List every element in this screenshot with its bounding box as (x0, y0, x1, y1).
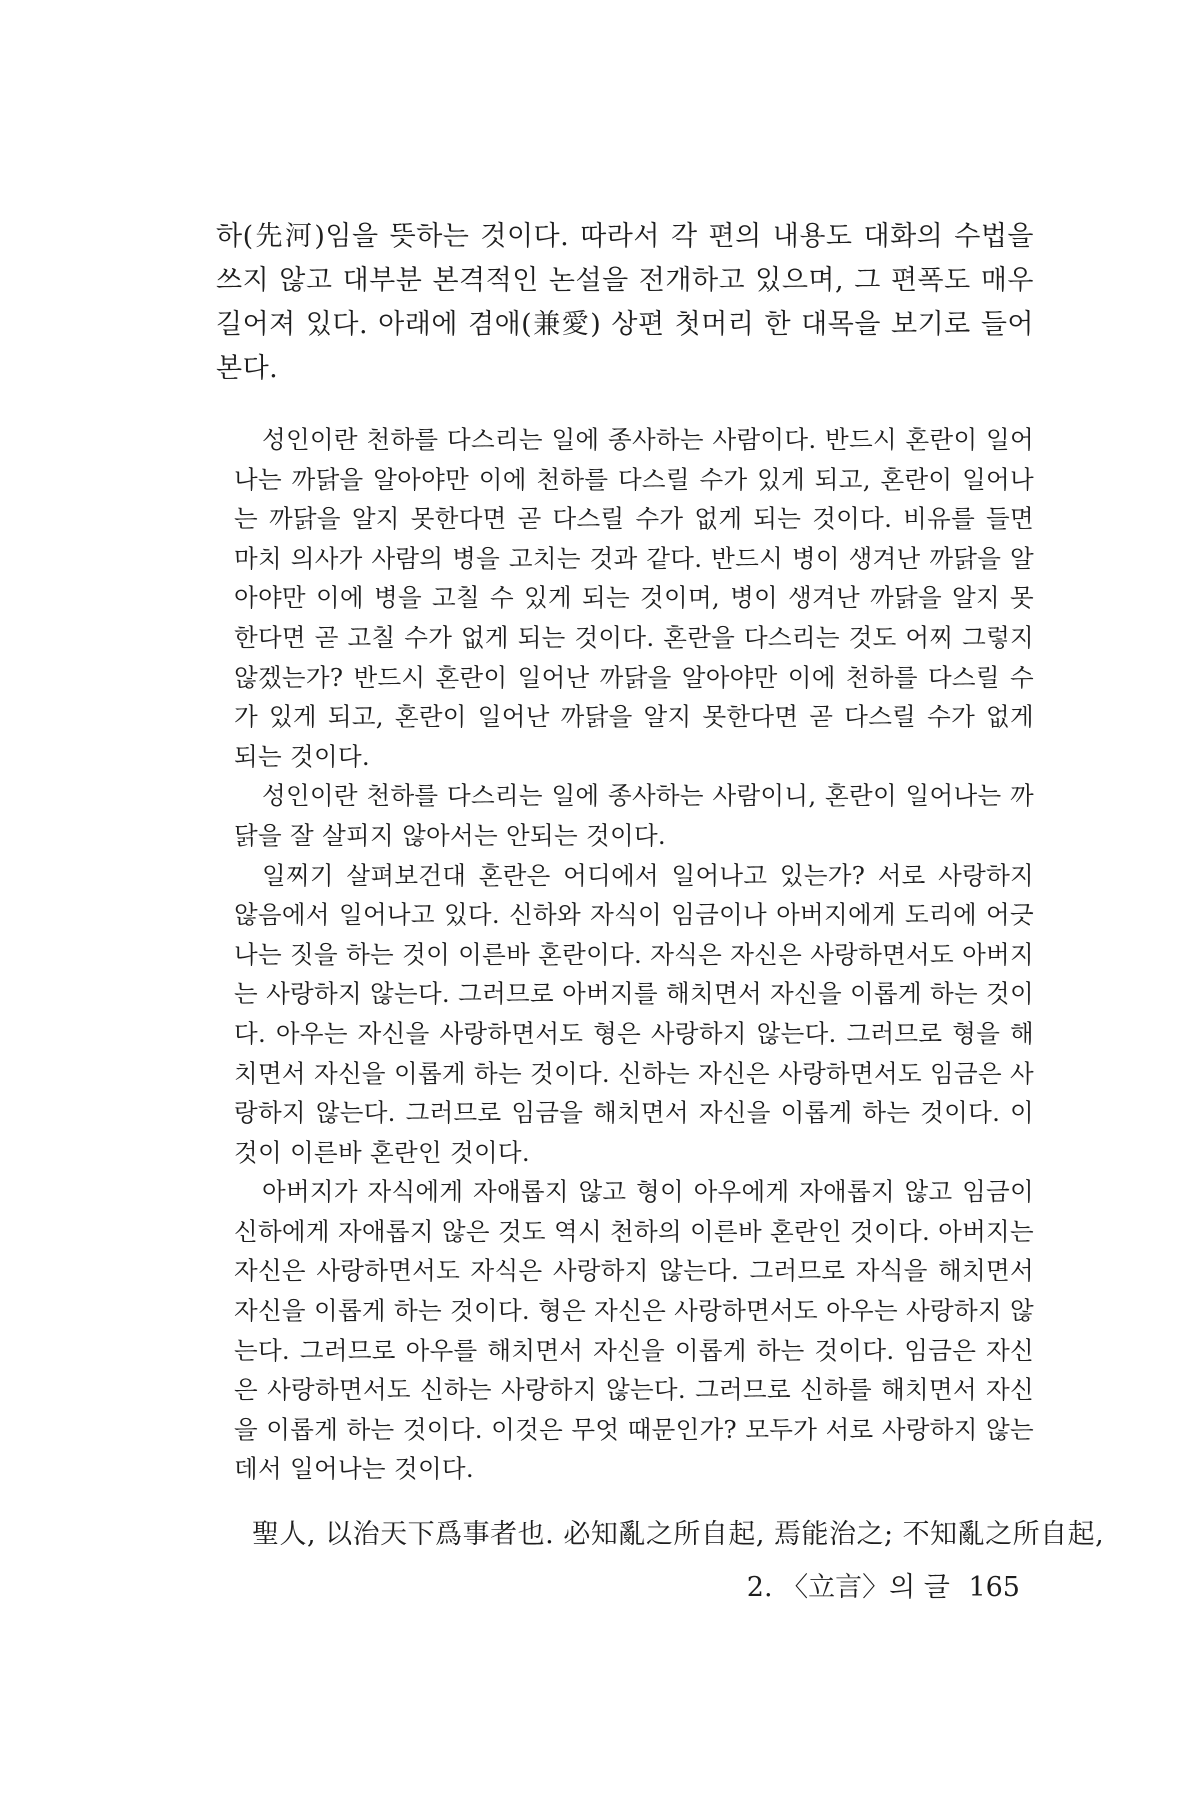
classical-chinese-text: 聖人, 以治天下爲事者也. 必知亂之所自起, 焉能治之; 不知亂之所自起, (252, 1519, 1105, 1550)
quote-paragraph-2: 성인이란 천하를 다스리는 일에 종사하는 사람이니, 혼란이 일어나는 까닭을 잘 살피지 않아서는 안되는 것이다. (234, 781, 1034, 850)
page-number: 165 (968, 1572, 1020, 1603)
quoted-passage (234, 420, 1034, 1489)
quote-paragraph-4: 아버지가 자식에게 자애롭지 않고 형이 아우에게 자애롭지 않고 임금이 신하에게 자애롭지 않은 것도 역시 천하의 이른바 혼란인 것이다. 아버지는 자신은 사랑하면서도 자식은 사랑하지 않는다. 그러므로 자식을 해치면서 자신을 이롭게 하는 것이다. 형은 자신은 사랑하면서도 아우는 사랑하지 않는다. 그러므로 아우를 해치면서 자신을 이롭게 하는 것이다. 임금은 자신은 사랑하면서도 신하는 사랑하지 않는다. 그러므로 신하를 해치면서 자신을 이롭게 하는 것이다. 이것은 무엇 때문인가? 모두가 서로 사랑하지 않는 데서 일어나는 것이다. (234, 1177, 1034, 1484)
quote-paragraph-1: 성인이란 천하를 다스리는 일에 종사하는 사람이다. 반드시 혼란이 일어나는 까닭을 알아야만 이에 천하를 다스릴 수가 있게 되고, 혼란이 일어나는 까닭을 알지 못한다면 곧 다스릴 수가 없게 되는 것이다. 비유를 들면 마치 의사가 사람의 병을 고치는 것과 같다. 반드시 병이 생겨난 까닭을 알아야만 이에 병을 고칠 수 있게 되는 것이며, 병이 생겨난 까닭을 알지 못한다면 곧 고칠 수가 없게 되는 것이다. 혼란을 다스리는 것도 어찌 그렇지 않겠는가? 반드시 혼란이 일어난 까닭을 알아야만 이에 천하를 다스릴 수가 있게 되고, 혼란이 일어난 까닭을 알지 못한다면 곧 다스릴 수가 없게 되는 것이다. (234, 425, 1034, 771)
running-footer-section: 2. 〈立言〉의 글 (746, 1572, 950, 1603)
intro-paragraph: 하(先河)임을 뜻하는 것이다. 따라서 각 편의 내용도 대화의 수법을 쓰지 않고 대부분 본격적인 논설을 전개하고 있으며, 그 편폭도 매우 길어져 있다. 아래에 겸애(兼愛) 상편 첫머리 한 대목을 보기로 들어 본다. (216, 221, 1034, 384)
quote-paragraph-3: 일찌기 살펴보건대 혼란은 어디에서 일어나고 있는가? 서로 사랑하지 않음에서 일어나고 있다. 신하와 자식이 임금이나 아버지에게 도리에 어긋나는 짓을 하는 것이 이른바 혼란이다. 자식은 자신은 사랑하면서도 아버지는 사랑하지 않는다. 그러므로 아버지를 해치면서 자신을 이롭게 하는 것이다. 아우는 자신을 사랑하면서도 형은 사랑하지 않는다. 그러므로 형을 해치면서 자신을 이롭게 하는 것이다. 신하는 자신은 사랑하면서도 임금은 사랑하지 않는다. 그러므로 임금을 해치면서 자신을 이롭게 하는 것이다. 이것이 이른바 혼란인 것이다. (234, 860, 1034, 1167)
page-footer (700, 1568, 1020, 1608)
